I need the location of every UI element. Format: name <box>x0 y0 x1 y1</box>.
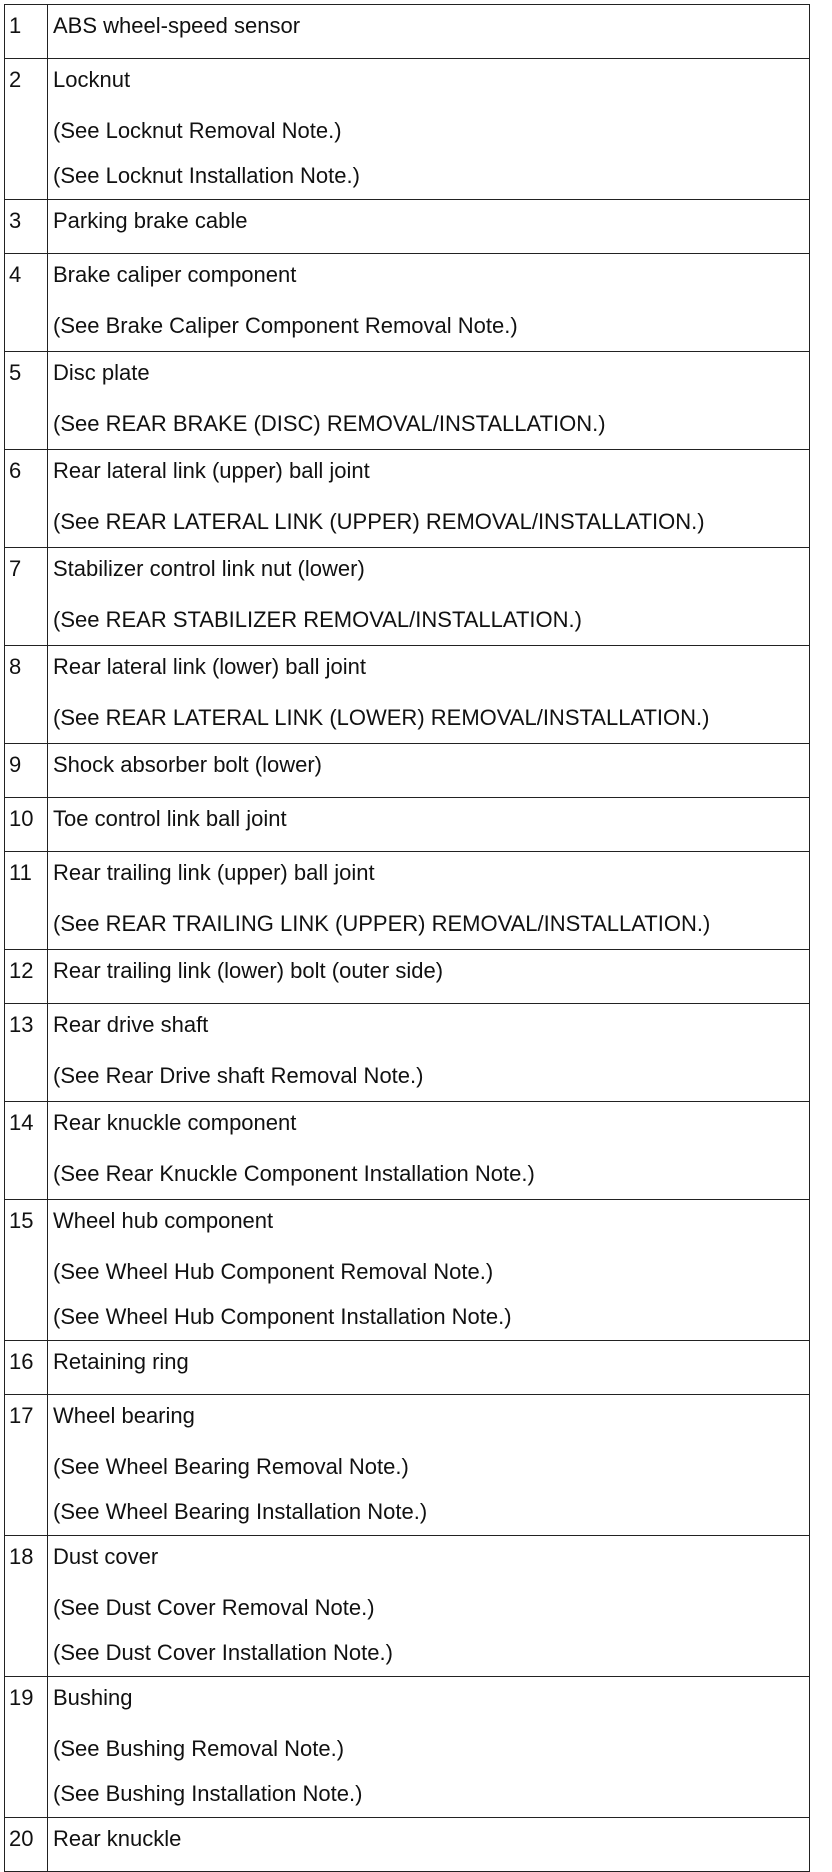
item-description-cell <box>48 1818 810 1872</box>
table-row <box>5 744 810 798</box>
item-number-cell <box>5 548 48 646</box>
item-description-cell <box>48 59 810 200</box>
item-number: 12 <box>9 958 34 983</box>
parts-table-body <box>5 5 810 1872</box>
item-number-cell <box>5 1102 48 1200</box>
item-number: 18 <box>9 1544 34 1569</box>
table-row <box>5 254 810 352</box>
item-number: 13 <box>9 1012 34 1037</box>
item-number: 19 <box>9 1685 34 1710</box>
item-number: 1 <box>9 13 22 38</box>
item-name: Rear knuckle <box>53 1826 182 1851</box>
item-number-cell <box>5 1004 48 1102</box>
item-name: Rear trailing link (lower) bolt (outer side) <box>53 958 444 983</box>
reference-note: (See Dust Cover Removal Note.) <box>53 1595 375 1620</box>
item-number-cell <box>5 646 48 744</box>
reference-note: (See Dust Cover Installation Note.) <box>53 1640 393 1665</box>
item-name: Brake caliper component <box>53 262 297 287</box>
item-number: 8 <box>9 654 22 679</box>
item-name: Rear drive shaft <box>53 1012 209 1037</box>
item-name: Wheel hub component <box>53 1208 274 1233</box>
item-number-cell <box>5 5 48 59</box>
parts-list-sheet <box>4 4 810 1851</box>
item-number: 11 <box>9 860 32 885</box>
item-number-cell <box>5 1818 48 1872</box>
table-row <box>5 1004 810 1102</box>
item-number: 2 <box>9 67 22 92</box>
item-number: 3 <box>9 208 22 233</box>
reference-note: (See Locknut Installation Note.) <box>53 163 360 188</box>
table-row <box>5 1102 810 1200</box>
item-number: 14 <box>9 1110 34 1135</box>
table-row <box>5 950 810 1004</box>
item-name: Retaining ring <box>53 1349 189 1374</box>
item-name: Dust cover <box>53 1544 159 1569</box>
reference-note: (See Bushing Removal Note.) <box>53 1736 345 1761</box>
item-number-cell <box>5 1200 48 1341</box>
item-description-cell <box>48 1004 810 1102</box>
item-description-cell <box>48 1536 810 1677</box>
item-number-cell <box>5 798 48 852</box>
item-number: 6 <box>9 458 22 483</box>
reference-note: (See Wheel Hub Component Installation Note.) <box>53 1304 512 1329</box>
item-number-cell <box>5 450 48 548</box>
item-description-cell <box>48 450 810 548</box>
table-row <box>5 1395 810 1536</box>
item-number: 20 <box>9 1826 34 1851</box>
item-number-cell <box>5 1536 48 1677</box>
item-name: Rear lateral link (lower) ball joint <box>53 654 367 679</box>
item-name: Bushing <box>53 1685 133 1710</box>
item-number-cell <box>5 950 48 1004</box>
item-name: Stabilizer control link nut (lower) <box>53 556 365 581</box>
item-number: 9 <box>9 752 22 777</box>
item-number: 10 <box>9 806 34 831</box>
item-number-cell <box>5 1341 48 1395</box>
item-number: 5 <box>9 360 22 385</box>
table-row <box>5 1200 810 1341</box>
item-description-cell <box>48 798 810 852</box>
item-name: Parking brake cable <box>53 208 248 233</box>
item-description-cell <box>48 744 810 798</box>
item-description-cell <box>48 254 810 352</box>
item-name: ABS wheel-speed sensor <box>53 13 301 38</box>
item-description-cell <box>48 950 810 1004</box>
item-description-cell <box>48 5 810 59</box>
item-number-cell <box>5 1395 48 1536</box>
table-row <box>5 548 810 646</box>
item-number-cell <box>5 852 48 950</box>
table-row <box>5 450 810 548</box>
table-row <box>5 1341 810 1395</box>
item-number-cell <box>5 254 48 352</box>
item-description-cell <box>48 1200 810 1341</box>
item-name: Toe control link ball joint <box>53 806 287 831</box>
item-name: Rear knuckle component <box>53 1110 297 1135</box>
item-name: Locknut <box>53 67 131 92</box>
item-number-cell <box>5 1677 48 1818</box>
item-description-cell <box>48 352 810 450</box>
reference-note: (See Locknut Removal Note.) <box>53 118 342 143</box>
reference-note: (See Brake Caliper Component Removal Note.) <box>53 313 518 338</box>
item-number: 4 <box>9 262 22 287</box>
item-number: 16 <box>9 1349 34 1374</box>
item-number: 17 <box>9 1403 34 1428</box>
item-name: Disc plate <box>53 360 150 385</box>
reference-note: (See Wheel Bearing Removal Note.) <box>53 1454 409 1479</box>
parts-table <box>4 4 810 1872</box>
item-name: Rear lateral link (upper) ball joint <box>53 458 370 483</box>
table-row <box>5 852 810 950</box>
reference-note: (See Rear Drive shaft Removal Note.) <box>53 1063 424 1088</box>
item-description-cell <box>48 646 810 744</box>
table-row <box>5 1677 810 1818</box>
item-description-cell <box>48 852 810 950</box>
table-row <box>5 352 810 450</box>
table-row <box>5 1818 810 1872</box>
reference-note: (See REAR BRAKE (DISC) REMOVAL/INSTALLATION.) <box>53 411 606 436</box>
item-description-cell <box>48 1341 810 1395</box>
reference-note: (See Rear Knuckle Component Installation Note.) <box>53 1161 535 1186</box>
item-description-cell <box>48 1395 810 1536</box>
reference-note: (See Bushing Installation Note.) <box>53 1781 363 1806</box>
item-number: 7 <box>9 556 22 581</box>
reference-note: (See Wheel Hub Component Removal Note.) <box>53 1259 494 1284</box>
item-name: Wheel bearing <box>53 1403 195 1428</box>
item-description-cell <box>48 1102 810 1200</box>
reference-note: (See REAR LATERAL LINK (UPPER) REMOVAL/INSTALLATION.) <box>53 509 705 534</box>
reference-note: (See Wheel Bearing Installation Note.) <box>53 1499 428 1524</box>
item-description-cell <box>48 548 810 646</box>
reference-note: (See REAR LATERAL LINK (LOWER) REMOVAL/INSTALLATION.) <box>53 705 710 730</box>
item-number-cell <box>5 200 48 254</box>
reference-note: (See REAR STABILIZER REMOVAL/INSTALLATION.) <box>53 607 582 632</box>
item-description-cell <box>48 1677 810 1818</box>
table-row <box>5 200 810 254</box>
item-name: Rear trailing link (upper) ball joint <box>53 860 375 885</box>
item-number: 15 <box>9 1208 34 1233</box>
table-row <box>5 1536 810 1677</box>
table-row <box>5 5 810 59</box>
table-row <box>5 59 810 200</box>
table-row <box>5 798 810 852</box>
item-name: Shock absorber bolt (lower) <box>53 752 323 777</box>
item-number-cell <box>5 352 48 450</box>
item-number-cell <box>5 744 48 798</box>
item-description-cell <box>48 200 810 254</box>
reference-note: (See REAR TRAILING LINK (UPPER) REMOVAL/INSTALLATION.) <box>53 911 711 936</box>
table-row <box>5 646 810 744</box>
item-number-cell <box>5 59 48 200</box>
